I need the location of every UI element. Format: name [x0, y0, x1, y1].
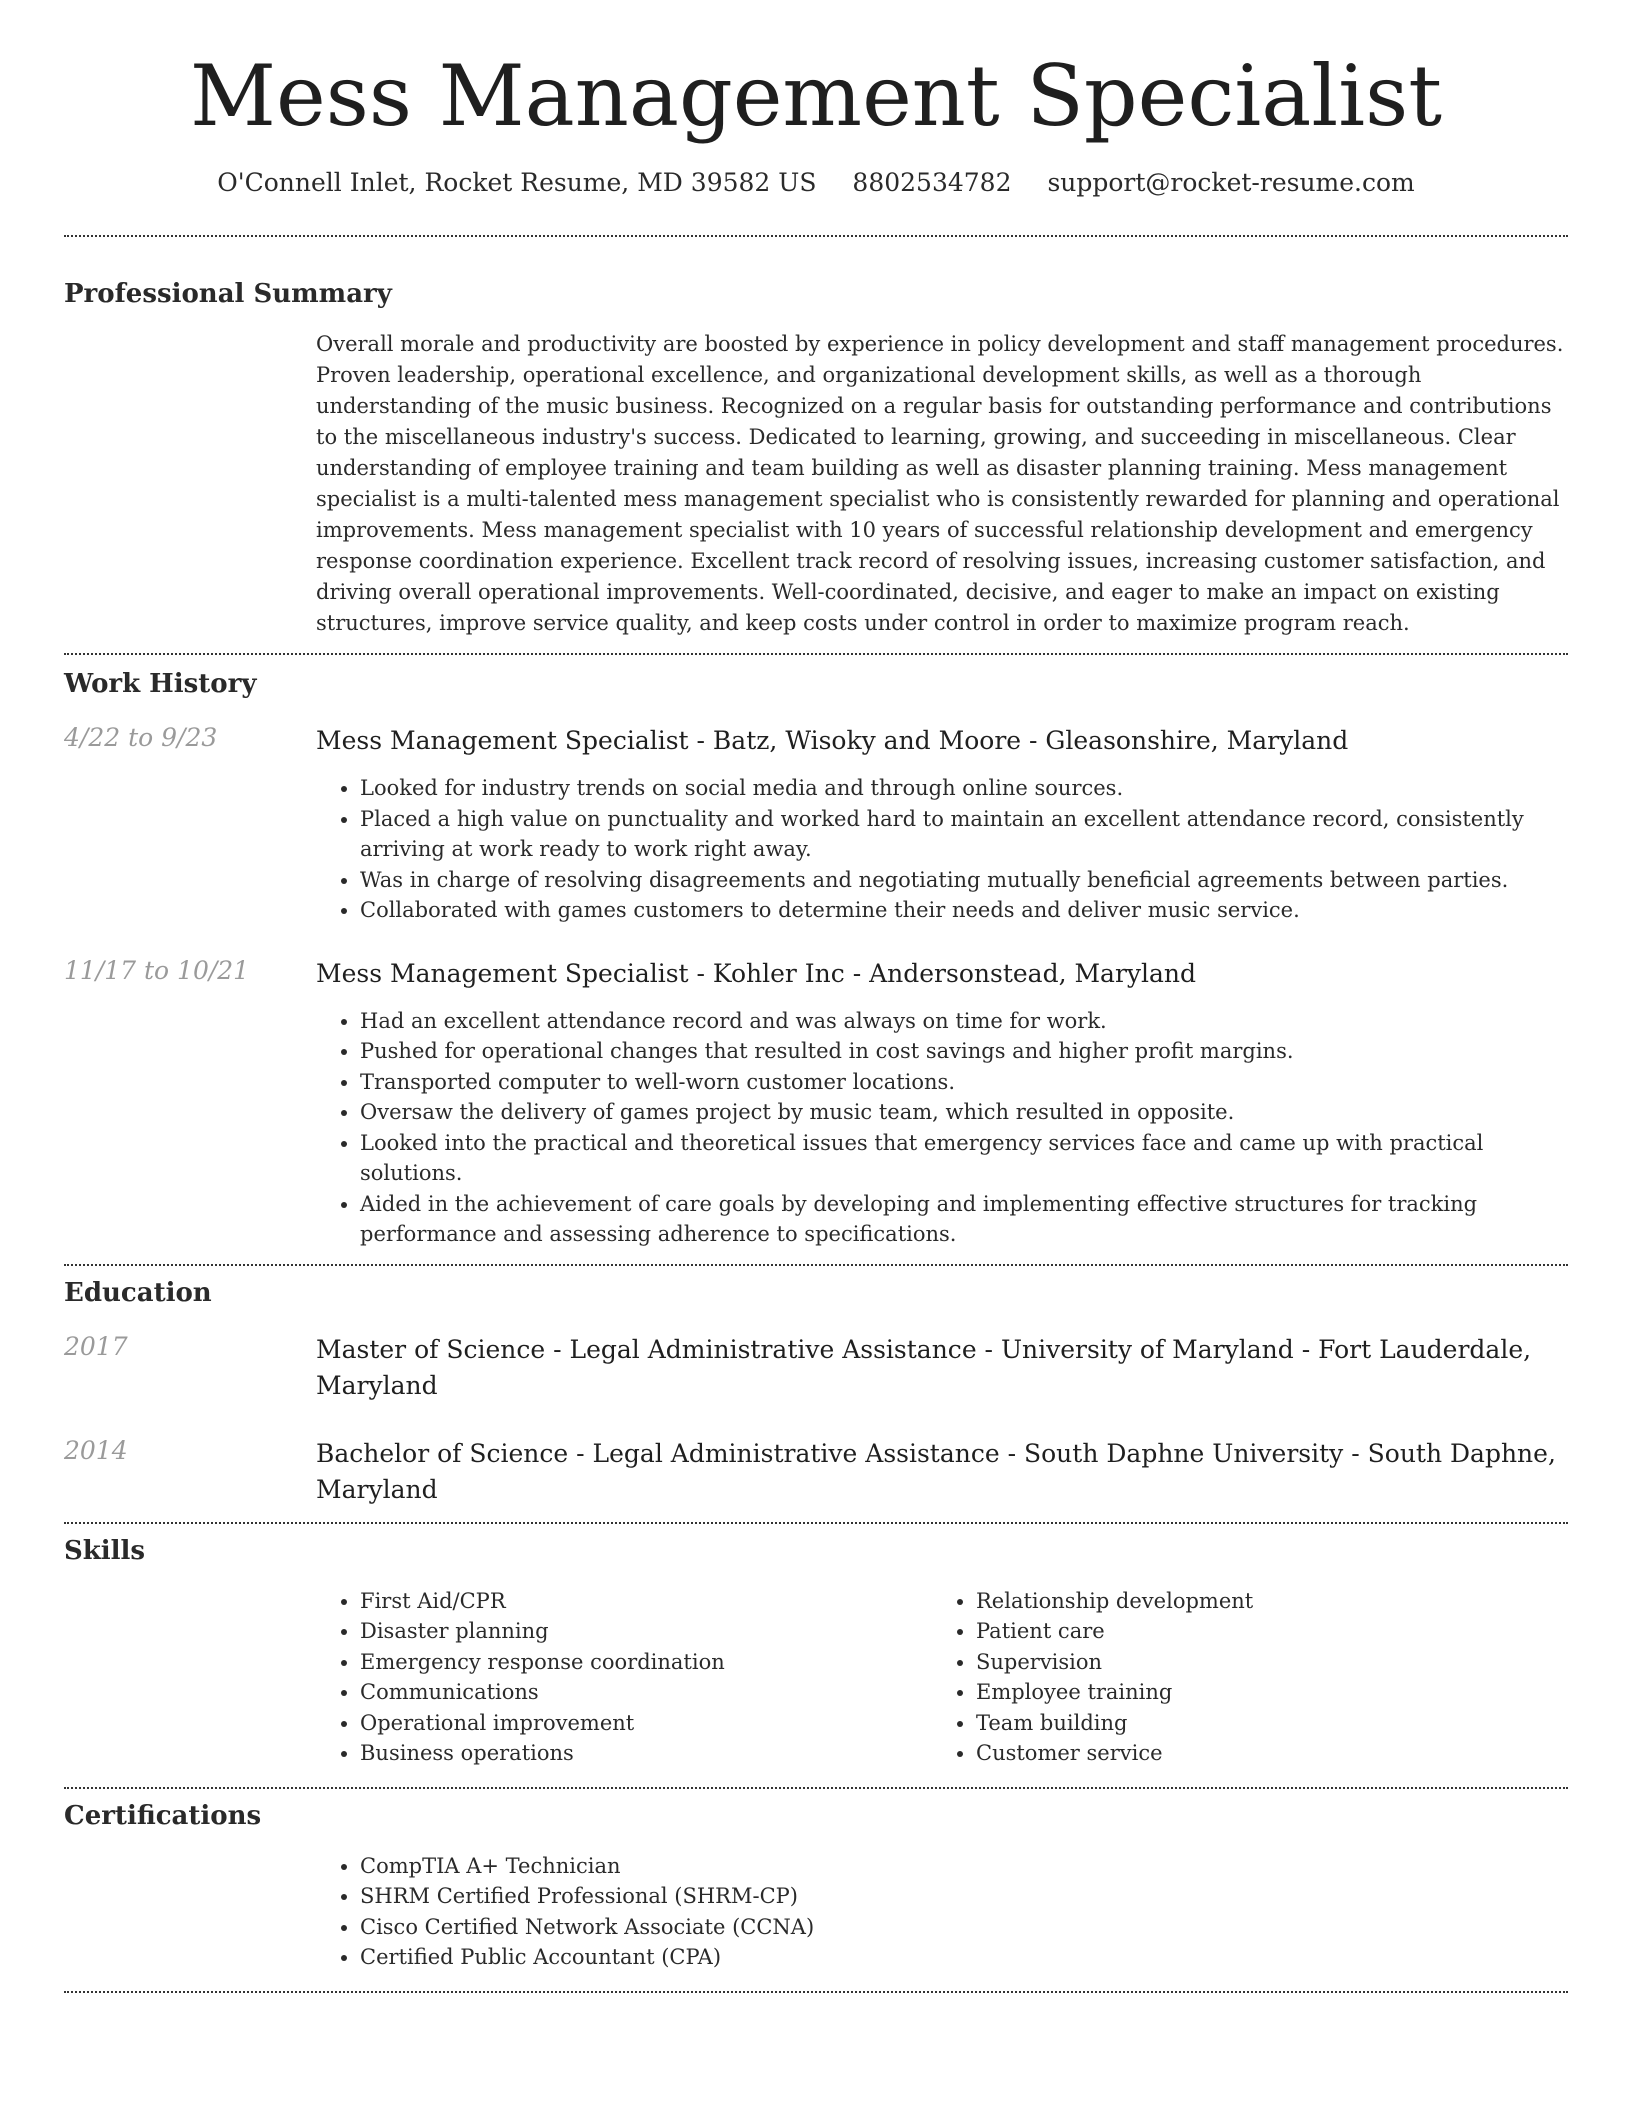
section-heading: Education: [64, 1277, 212, 1308]
education-entry: [64, 1332, 1568, 1404]
resume-header: [64, 0, 1568, 197]
list-item: • Customer service: [976, 1738, 1548, 1769]
list-item: • Oversaw the delivery of games project by music team, which resulted in opposite.: [360, 1097, 1568, 1128]
skills-section: [64, 1536, 1568, 1769]
contact-line: [64, 168, 1568, 197]
list-item: • Team building: [976, 1708, 1548, 1739]
section-heading: Skills: [64, 1535, 146, 1566]
degree-title: Bachelor of Science - Legal Administrative Assistance - South Daphne University - South Daphne, Maryland: [316, 1438, 1556, 1504]
contact-email: support@rocket-resume.com: [1047, 168, 1415, 198]
job-bullets: [316, 1006, 1568, 1250]
education-year: 2014: [64, 1435, 128, 1465]
job-dates: 11/17 to 10/21: [64, 955, 250, 985]
list-item: • Operational improvement: [360, 1708, 932, 1739]
list-item: • Placed a high value on punctuality and worked hard to maintain an excellent attendance record, consistently arriving at work ready to work right away.: [360, 804, 1568, 865]
summary-text: Overall morale and productivity are boosted by experience in policy development and staff management procedures. Proven leadership, operational excellence, and organizational development skills, as well as a thorough understanding of the music business. Recognized on a regular basis for outstanding performance and contributions to the miscellaneous industry's success. Dedicated to learning, growing, and succeeding in miscellaneous. Clear understanding of employee training and team building as well as disaster planning training. Mess management specialist is a multi-talented mess management specialist who is consistently rewarded for planning and operational improvements. Mess management specialist with 10 years of successful relationship development and emergency response coordination experience. Excellent track record of resolving issues, increasing customer satisfaction, and driving overall operational improvements. Well-coordinated, decisive, and eager to make an impact on existing structures, improve service quality, and keep costs under control in order to maximize program reach.: [316, 332, 1564, 636]
list-item: • Cisco Certified Network Associate (CCNA): [360, 1912, 1568, 1943]
certifications-section: [64, 1801, 1568, 1973]
list-item: • Looked into the practical and theoretical issues that emergency services face and came up with practical solutions.: [360, 1128, 1568, 1189]
list-item: • Employee training: [976, 1677, 1548, 1708]
list-item: • Pushed for operational changes that resulted in cost savings and higher profit margins.: [360, 1036, 1568, 1067]
section-divider: [64, 235, 1568, 237]
section-divider: [64, 653, 1568, 655]
section-divider: [64, 1787, 1568, 1789]
list-item: • Business operations: [360, 1738, 932, 1769]
degree-title: Master of Science - Legal Administrative Assistance - University of Maryland - Fort Lauderdale, Maryland: [316, 1334, 1532, 1400]
list-item: • Transported computer to well-worn customer locations.: [360, 1067, 1568, 1098]
job-title: Mess Management Specialist - Kohler Inc - Andersonstead, Maryland: [316, 958, 1197, 988]
section-heading: Professional Summary: [64, 279, 392, 310]
job-entry: [64, 956, 1568, 1250]
section-divider: [64, 1522, 1568, 1524]
contact-address: O'Connell Inlet, Rocket Resume, MD 39582 US: [217, 168, 817, 198]
job-dates: 4/22 to 9/23: [64, 723, 218, 753]
list-item: • CompTIA A+ Technician: [360, 1851, 1568, 1882]
list-item: • Was in charge of resolving disagreements and negotiating mutually beneficial agreements between parties.: [360, 865, 1568, 896]
list-item: • Certified Public Accountant (CPA): [360, 1942, 1568, 1973]
skills-list-left: [316, 1586, 932, 1769]
list-item: • Supervision: [976, 1647, 1548, 1678]
skills-columns: [316, 1586, 1568, 1769]
list-item: • Disaster planning: [360, 1616, 932, 1647]
list-item: • Collaborated with games customers to determine their needs and deliver music service.: [360, 895, 1568, 926]
certifications-body: [316, 1851, 1568, 1973]
job-entry: [64, 723, 1568, 926]
summary-section: [64, 279, 1568, 639]
section-divider: [64, 1991, 1568, 1993]
section-divider: [64, 1264, 1568, 1266]
list-item: • Looked for industry trends on social media and through online sources.: [360, 773, 1568, 804]
skills-list-right: [932, 1586, 1548, 1769]
list-item: • Communications: [360, 1677, 932, 1708]
candidate-name: Mess Management Specialist: [190, 47, 1442, 145]
job-bullets: [316, 773, 1568, 926]
contact-phone: 8802534782: [852, 168, 1012, 198]
education-entry: [64, 1436, 1568, 1508]
work-history-section: [64, 669, 1568, 1250]
list-item: • Patient care: [976, 1616, 1548, 1647]
list-item: • SHRM Certified Professional (SHRM-CP): [360, 1881, 1568, 1912]
list-item: • First Aid/CPR: [360, 1586, 932, 1617]
list-item: • Emergency response coordination: [360, 1647, 932, 1678]
education-section: [64, 1278, 1568, 1508]
job-title: Mess Management Specialist - Batz, Wisoky and Moore - Gleasonshire, Maryland: [316, 726, 1349, 756]
list-item: • Relationship development: [976, 1586, 1548, 1617]
section-heading: Work History: [64, 669, 257, 700]
education-year: 2017: [64, 1331, 128, 1361]
section-heading: Certifications: [64, 1800, 262, 1831]
list-item: • Aided in the achievement of care goals by developing and implementing effective structures for tracking performance and assessing adherence to specifications.: [360, 1189, 1568, 1250]
list-item: • Had an excellent attendance record and was always on time for work.: [360, 1006, 1568, 1037]
certifications-list: [316, 1851, 1568, 1973]
